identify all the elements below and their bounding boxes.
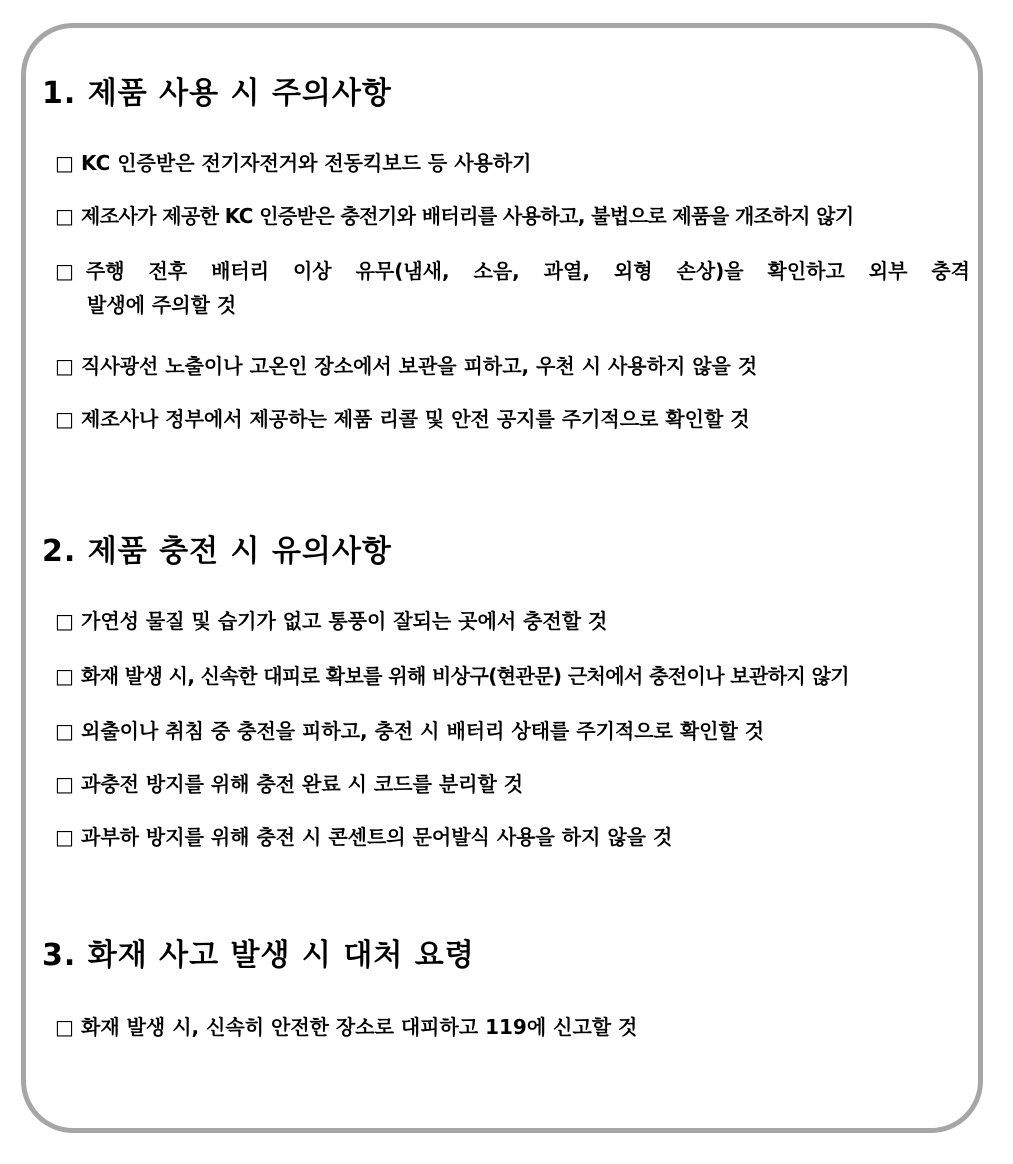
checklist-item xyxy=(55,349,970,383)
checklist-item-text: KC 인증받은 전기자전거와 전동킥보드 등 사용하기 xyxy=(81,151,532,175)
checklist-item-text: 제조사나 정부에서 제공하는 제품 리콜 및 안전 공지를 주기적으로 확인할 것 xyxy=(81,407,750,431)
checklist-item-text: 가연성 물질 및 습기가 없고 통풍이 잘되는 곳에서 충전할 것 xyxy=(81,609,608,633)
checklist-item xyxy=(55,820,970,854)
section-1-heading: 1. 제품 사용 시 주의사항 xyxy=(42,76,392,111)
checklist-item xyxy=(55,199,970,233)
checkbox-icon: □ xyxy=(55,609,74,633)
checklist-item-text: 제조사가 제공한 KC 인증받은 충전기와 배터리를 사용하고, 불법으로 제품을 개조하지 않기 xyxy=(81,204,854,228)
checklist-item-text: 화재 발생 시, 신속한 대피로 확보를 위해 비상구(현관문) 근처에서 충전이나 보관하지 않기 xyxy=(81,664,849,688)
checkbox-icon: □ xyxy=(55,664,74,688)
checklist-item-text: 화재 발생 시, 신속히 안전한 장소로 대피하고 119에 신고할 것 xyxy=(81,1015,638,1039)
checklist-item xyxy=(55,402,970,436)
checklist-item xyxy=(55,254,970,322)
checkbox-icon: □ xyxy=(55,407,74,431)
checkbox-icon: □ xyxy=(55,719,74,743)
section-3-heading: 3. 화재 사고 발생 시 대처 요령 xyxy=(42,938,475,973)
section-2-heading: 2. 제품 충전 시 유의사항 xyxy=(42,534,392,569)
checkbox-icon: □ xyxy=(55,772,74,796)
checklist-item-text: 외출이나 취침 중 충전을 피하고, 충전 시 배터리 상태를 주기적으로 확인할 것 xyxy=(81,719,765,743)
checkbox-icon: □ xyxy=(55,151,74,175)
checklist-item xyxy=(55,714,970,748)
checklist-item-text: 직사광선 노출이나 고온인 장소에서 보관을 피하고, 우천 시 사용하지 않을 것 xyxy=(81,354,758,378)
checkbox-icon: □ xyxy=(55,259,74,283)
checklist-item xyxy=(55,1010,970,1044)
checklist-item xyxy=(55,767,970,801)
checkbox-icon: □ xyxy=(55,354,74,378)
checklist-item-text: 과충전 방지를 위해 충전 완료 시 코드를 분리할 것 xyxy=(81,772,524,796)
checkbox-icon: □ xyxy=(55,204,74,228)
checkbox-icon: □ xyxy=(55,825,74,849)
checkbox-icon: □ xyxy=(55,1015,74,1039)
checklist-item-text-line-1: 주행 전후 배터리 이상 유무(냄새, 소음, 과열, 외형 손상)을 확인하고 외부 충격 xyxy=(85,259,970,283)
checklist-item xyxy=(55,604,970,638)
checklist-item-text: 과부하 방지를 위해 충전 시 콘센트의 문어발식 사용을 하지 않을 것 xyxy=(81,825,673,849)
checklist-item-text-line-2: 발생에 주의할 것 xyxy=(87,293,237,317)
checklist-item xyxy=(55,146,970,180)
checklist-item xyxy=(55,659,970,693)
